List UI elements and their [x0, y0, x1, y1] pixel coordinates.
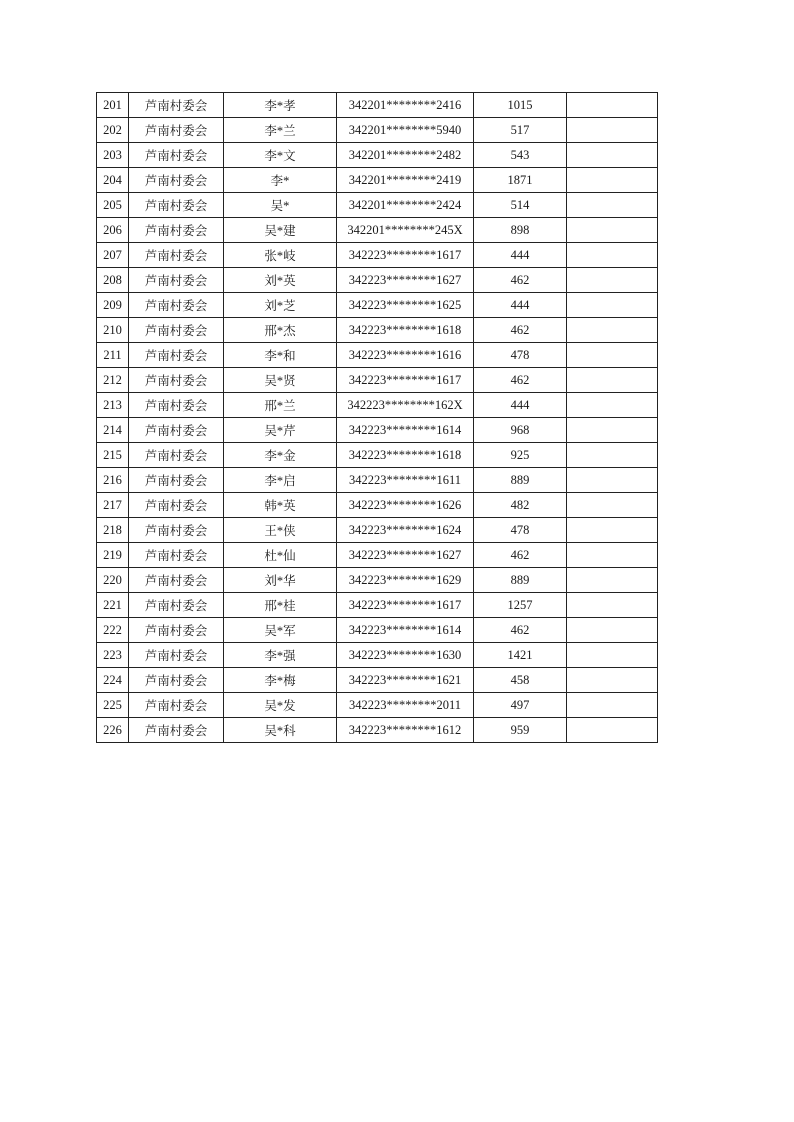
- cell-village: 芦南村委会: [129, 368, 224, 393]
- cell-name: 刘*华: [224, 568, 337, 593]
- cell-name: 张*岐: [224, 243, 337, 268]
- cell-blank: [567, 143, 658, 168]
- table-row: [97, 643, 658, 668]
- cell-village: 芦南村委会: [129, 118, 224, 143]
- cell-name: 吴*贤: [224, 368, 337, 393]
- cell-village: 芦南村委会: [129, 443, 224, 468]
- cell-blank: [567, 268, 658, 293]
- cell-amount: 1015: [474, 93, 567, 118]
- cell-name: 李*兰: [224, 118, 337, 143]
- table-row: [97, 318, 658, 343]
- cell-row-number: 226: [97, 718, 129, 743]
- cell-village: 芦南村委会: [129, 218, 224, 243]
- cell-blank: [567, 418, 658, 443]
- table-row: [97, 418, 658, 443]
- cell-amount: 462: [474, 618, 567, 643]
- cell-name: 邢*兰: [224, 393, 337, 418]
- cell-amount: 444: [474, 243, 567, 268]
- cell-blank: [567, 243, 658, 268]
- cell-id-number: 342223********162X: [337, 393, 474, 418]
- cell-row-number: 221: [97, 593, 129, 618]
- cell-row-number: 220: [97, 568, 129, 593]
- cell-blank: [567, 193, 658, 218]
- cell-blank: [567, 343, 658, 368]
- cell-blank: [567, 643, 658, 668]
- cell-village: 芦南村委会: [129, 293, 224, 318]
- table-row: [97, 568, 658, 593]
- cell-blank: [567, 593, 658, 618]
- cell-name: 李*孝: [224, 93, 337, 118]
- cell-name: 李*启: [224, 468, 337, 493]
- cell-id-number: 342223********1627: [337, 543, 474, 568]
- table-row: [97, 468, 658, 493]
- cell-amount: 898: [474, 218, 567, 243]
- cell-row-number: 216: [97, 468, 129, 493]
- cell-id-number: 342223********1614: [337, 618, 474, 643]
- cell-id-number: 342223********1618: [337, 318, 474, 343]
- cell-row-number: 202: [97, 118, 129, 143]
- table-row: [97, 543, 658, 568]
- cell-village: 芦南村委会: [129, 668, 224, 693]
- cell-amount: 889: [474, 468, 567, 493]
- cell-name: 吴*发: [224, 693, 337, 718]
- cell-row-number: 204: [97, 168, 129, 193]
- table-row: [97, 618, 658, 643]
- cell-id-number: 342223********1617: [337, 243, 474, 268]
- cell-village: 芦南村委会: [129, 318, 224, 343]
- cell-blank: [567, 293, 658, 318]
- table-row: [97, 218, 658, 243]
- cell-row-number: 205: [97, 193, 129, 218]
- cell-amount: 543: [474, 143, 567, 168]
- table-row: [97, 518, 658, 543]
- cell-id-number: 342223********1625: [337, 293, 474, 318]
- cell-id-number: 342223********1617: [337, 593, 474, 618]
- cell-name: 邢*桂: [224, 593, 337, 618]
- cell-amount: 1257: [474, 593, 567, 618]
- cell-village: 芦南村委会: [129, 593, 224, 618]
- cell-amount: 482: [474, 493, 567, 518]
- cell-row-number: 223: [97, 643, 129, 668]
- table-row: [97, 493, 658, 518]
- cell-name: 李*梅: [224, 668, 337, 693]
- cell-blank: [567, 668, 658, 693]
- cell-row-number: 201: [97, 93, 129, 118]
- cell-row-number: 219: [97, 543, 129, 568]
- table-row: [97, 143, 658, 168]
- cell-row-number: 208: [97, 268, 129, 293]
- cell-amount: 497: [474, 693, 567, 718]
- cell-row-number: 225: [97, 693, 129, 718]
- cell-amount: 968: [474, 418, 567, 443]
- cell-amount: 925: [474, 443, 567, 468]
- cell-id-number: 342223********1616: [337, 343, 474, 368]
- cell-amount: 478: [474, 518, 567, 543]
- table-row: [97, 593, 658, 618]
- cell-row-number: 209: [97, 293, 129, 318]
- cell-amount: 444: [474, 293, 567, 318]
- cell-village: 芦南村委会: [129, 468, 224, 493]
- cell-name: 刘*芝: [224, 293, 337, 318]
- cell-village: 芦南村委会: [129, 568, 224, 593]
- cell-name: 吴*芹: [224, 418, 337, 443]
- cell-village: 芦南村委会: [129, 143, 224, 168]
- cell-name: 李*和: [224, 343, 337, 368]
- cell-name: 韩*英: [224, 493, 337, 518]
- table-row: [97, 693, 658, 718]
- table-row: [97, 268, 658, 293]
- table-row: [97, 668, 658, 693]
- cell-village: 芦南村委会: [129, 418, 224, 443]
- cell-row-number: 210: [97, 318, 129, 343]
- cell-id-number: 342223********1614: [337, 418, 474, 443]
- cell-name: 李*强: [224, 643, 337, 668]
- cell-id-number: 342223********1617: [337, 368, 474, 393]
- cell-row-number: 213: [97, 393, 129, 418]
- cell-blank: [567, 718, 658, 743]
- cell-amount: 462: [474, 543, 567, 568]
- cell-village: 芦南村委会: [129, 168, 224, 193]
- cell-name: 王*侠: [224, 518, 337, 543]
- cell-row-number: 224: [97, 668, 129, 693]
- cell-row-number: 215: [97, 443, 129, 468]
- table-row: [97, 443, 658, 468]
- cell-village: 芦南村委会: [129, 693, 224, 718]
- cell-amount: 478: [474, 343, 567, 368]
- cell-blank: [567, 218, 658, 243]
- table-row: [97, 343, 658, 368]
- table-row: [97, 168, 658, 193]
- cell-name: 吴*科: [224, 718, 337, 743]
- cell-id-number: 342223********1626: [337, 493, 474, 518]
- cell-name: 吴*: [224, 193, 337, 218]
- cell-id-number: 342223********1627: [337, 268, 474, 293]
- table-body: [97, 93, 658, 743]
- cell-village: 芦南村委会: [129, 643, 224, 668]
- cell-blank: [567, 93, 658, 118]
- cell-id-number: 342201********5940: [337, 118, 474, 143]
- cell-blank: [567, 318, 658, 343]
- cell-amount: 1871: [474, 168, 567, 193]
- cell-amount: 517: [474, 118, 567, 143]
- table-row: [97, 293, 658, 318]
- cell-id-number: 342223********1611: [337, 468, 474, 493]
- cell-id-number: 342223********1630: [337, 643, 474, 668]
- cell-amount: 458: [474, 668, 567, 693]
- cell-row-number: 217: [97, 493, 129, 518]
- cell-village: 芦南村委会: [129, 518, 224, 543]
- cell-village: 芦南村委会: [129, 543, 224, 568]
- cell-id-number: 342201********2416: [337, 93, 474, 118]
- cell-name: 吴*军: [224, 618, 337, 643]
- cell-row-number: 222: [97, 618, 129, 643]
- cell-village: 芦南村委会: [129, 718, 224, 743]
- cell-amount: 1421: [474, 643, 567, 668]
- cell-village: 芦南村委会: [129, 618, 224, 643]
- table-row: [97, 93, 658, 118]
- cell-blank: [567, 693, 658, 718]
- cell-id-number: 342223********1624: [337, 518, 474, 543]
- table-row: [97, 393, 658, 418]
- cell-id-number: 342201********2419: [337, 168, 474, 193]
- cell-blank: [567, 518, 658, 543]
- cell-row-number: 212: [97, 368, 129, 393]
- cell-row-number: 207: [97, 243, 129, 268]
- cell-blank: [567, 168, 658, 193]
- cell-row-number: 203: [97, 143, 129, 168]
- cell-blank: [567, 568, 658, 593]
- cell-village: 芦南村委会: [129, 193, 224, 218]
- cell-amount: 462: [474, 318, 567, 343]
- table-row: [97, 193, 658, 218]
- cell-row-number: 211: [97, 343, 129, 368]
- cell-id-number: 342223********1621: [337, 668, 474, 693]
- cell-id-number: 342223********1629: [337, 568, 474, 593]
- cell-blank: [567, 443, 658, 468]
- table-row: [97, 118, 658, 143]
- table-row: [97, 243, 658, 268]
- cell-row-number: 214: [97, 418, 129, 443]
- cell-amount: 444: [474, 393, 567, 418]
- cell-row-number: 218: [97, 518, 129, 543]
- cell-blank: [567, 468, 658, 493]
- cell-row-number: 206: [97, 218, 129, 243]
- table-row: [97, 368, 658, 393]
- cell-id-number: 342201********245X: [337, 218, 474, 243]
- cell-amount: 462: [474, 368, 567, 393]
- cell-id-number: 342201********2424: [337, 193, 474, 218]
- cell-name: 刘*英: [224, 268, 337, 293]
- cell-village: 芦南村委会: [129, 268, 224, 293]
- cell-blank: [567, 368, 658, 393]
- cell-id-number: 342223********1612: [337, 718, 474, 743]
- cell-village: 芦南村委会: [129, 93, 224, 118]
- cell-name: 李*文: [224, 143, 337, 168]
- cell-name: 李*: [224, 168, 337, 193]
- cell-id-number: 342223********2011: [337, 693, 474, 718]
- cell-name: 吴*建: [224, 218, 337, 243]
- cell-amount: 514: [474, 193, 567, 218]
- cell-amount: 462: [474, 268, 567, 293]
- cell-amount: 889: [474, 568, 567, 593]
- cell-name: 杜*仙: [224, 543, 337, 568]
- cell-village: 芦南村委会: [129, 393, 224, 418]
- cell-village: 芦南村委会: [129, 343, 224, 368]
- cell-blank: [567, 393, 658, 418]
- cell-amount: 959: [474, 718, 567, 743]
- payment-table: [96, 92, 658, 743]
- cell-blank: [567, 118, 658, 143]
- cell-village: 芦南村委会: [129, 493, 224, 518]
- table-row: [97, 718, 658, 743]
- cell-name: 邢*杰: [224, 318, 337, 343]
- cell-blank: [567, 618, 658, 643]
- cell-village: 芦南村委会: [129, 243, 224, 268]
- cell-name: 李*金: [224, 443, 337, 468]
- cell-id-number: 342201********2482: [337, 143, 474, 168]
- cell-id-number: 342223********1618: [337, 443, 474, 468]
- cell-blank: [567, 493, 658, 518]
- cell-blank: [567, 543, 658, 568]
